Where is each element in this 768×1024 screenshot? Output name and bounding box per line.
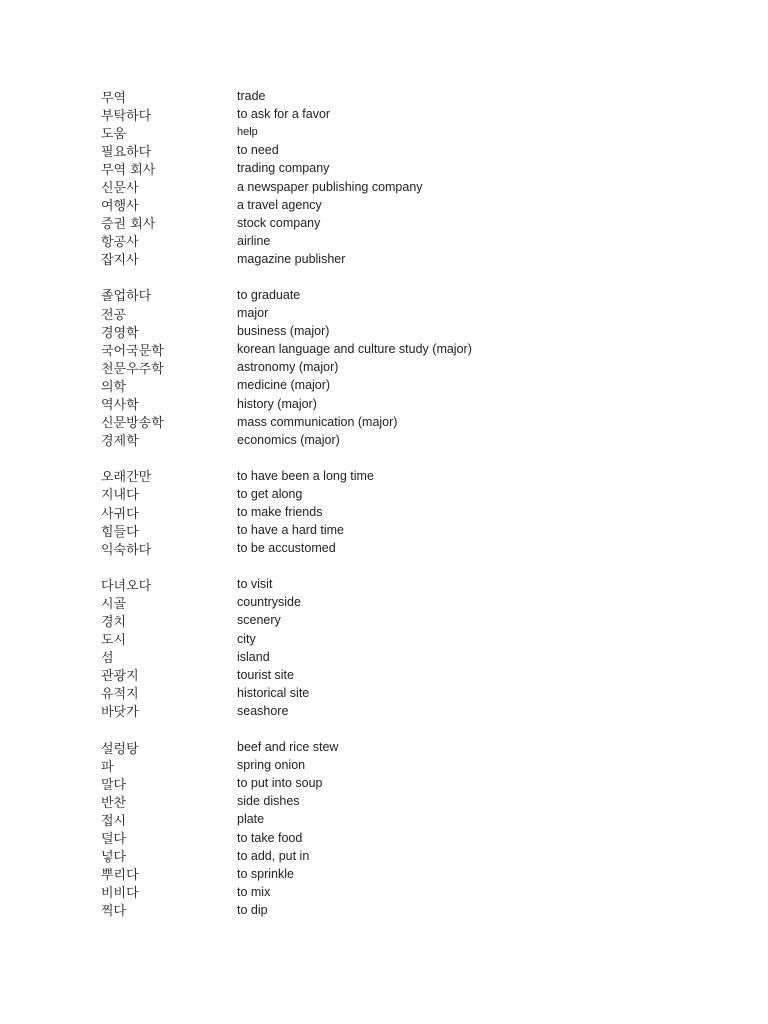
english-translation: magazine publisher [237,251,346,266]
korean-term: 항공사 [101,235,139,251]
korean-term: 섬 [101,651,114,667]
vocab-entry [101,611,721,629]
vocab-entry [101,358,721,376]
english-translation: historical site [237,685,310,700]
english-translation: korean language and culture study (major) [237,342,472,357]
english-translation: to graduate [237,287,301,302]
korean-term: 시골 [101,596,127,612]
korean-term: 전공 [101,307,127,323]
english-translation: medicine (major) [237,378,331,393]
korean-term: 국어국문학 [101,343,164,359]
english-translation: to visit [237,577,273,592]
korean-term: 경영학 [101,325,139,341]
vocab-entry [101,774,721,792]
korean-term: 말다 [101,777,127,793]
vocab-entry [101,666,721,684]
vocab-entry [101,539,721,557]
english-translation: to need [237,143,279,158]
korean-term: 도시 [101,633,127,649]
korean-term: 지내다 [101,488,139,504]
english-translation: plate [237,812,265,827]
vocab-entry [101,521,721,539]
english-translation: to get along [237,486,303,501]
korean-term: 경제학 [101,434,139,450]
english-translation: business (major) [237,324,330,339]
english-translation: side dishes [237,794,300,809]
vocab-entry [101,630,721,648]
vocab-entry [101,901,721,919]
english-translation: to add, put in [237,848,310,863]
english-translation: scenery [237,613,281,628]
korean-term: 신문방송학 [101,416,164,432]
english-translation: astronomy (major) [237,360,339,375]
korean-term: 접시 [101,813,127,829]
english-translation: a newspaper publishing company [237,179,423,194]
korean-term: 파 [101,759,114,775]
korean-term: 익숙하다 [101,542,152,558]
vocab-entry [101,340,721,358]
vocab-entry [101,196,721,214]
vocab-entry [101,828,721,846]
korean-term: 무역 [101,90,127,106]
english-translation: to make friends [237,505,323,520]
vocab-entry [101,467,721,485]
vocab-entry [101,376,721,394]
english-translation: to sprinkle [237,866,294,881]
vocab-entry [101,847,721,865]
vocab-group [101,467,721,557]
english-translation: to take food [237,830,303,845]
english-translation: countryside [237,595,301,610]
korean-term: 신문사 [101,181,139,197]
english-translation: mass communication (major) [237,414,398,429]
english-translation: island [237,649,270,664]
vocab-entry [101,395,721,413]
vocab-entry [101,756,721,774]
vocab-entry [101,232,721,250]
vocab-entry [101,105,721,123]
vocab-entry [101,865,721,883]
korean-term: 관광지 [101,669,139,685]
vocab-group [101,286,721,449]
vocab-entry [101,431,721,449]
english-translation: a travel agency [237,197,322,212]
vocabulary-list [101,87,721,937]
english-translation: spring onion [237,758,306,773]
korean-term: 증권 회사 [101,217,156,233]
english-translation: seashore [237,703,289,718]
korean-term: 경치 [101,614,127,630]
vocab-group [101,738,721,919]
vocab-entry [101,322,721,340]
vocab-entry [101,159,721,177]
vocab-entry [101,575,721,593]
english-translation: to mix [237,884,271,899]
english-translation: economics (major) [237,432,340,447]
vocab-entry [101,413,721,431]
vocab-entry [101,503,721,521]
korean-term: 넣다 [101,850,127,866]
vocab-entry [101,123,721,141]
korean-term: 찍다 [101,904,127,920]
korean-term: 유적지 [101,687,139,703]
korean-term: 의학 [101,379,127,395]
english-translation: stock company [237,215,321,230]
english-translation: to put into soup [237,776,323,791]
vocab-entry [101,702,721,720]
korean-term: 사귀다 [101,506,139,522]
vocab-entry [101,684,721,702]
english-translation: beef and rice stew [237,740,339,755]
english-translation: major [237,306,269,321]
korean-term: 뿌리다 [101,868,139,884]
korean-term: 덜다 [101,832,127,848]
english-translation: help [237,126,258,139]
vocab-entry [101,738,721,756]
korean-term: 도움 [101,126,127,142]
english-translation: history (major) [237,396,317,411]
korean-term: 졸업하다 [101,289,152,305]
korean-term: 여행사 [101,199,139,215]
english-translation: tourist site [237,667,294,682]
vocab-entry [101,177,721,195]
korean-term: 천문우주학 [101,361,164,377]
korean-term: 힘들다 [101,524,139,540]
english-translation: trade [237,89,266,104]
korean-term: 다녀오다 [101,578,152,594]
english-translation: to have been a long time [237,468,374,483]
vocab-entry [101,485,721,503]
english-translation: to have a hard time [237,523,345,538]
vocab-entry [101,286,721,304]
korean-term: 역사학 [101,398,139,414]
vocab-entry [101,792,721,810]
english-translation: to dip [237,902,268,917]
vocab-entry [101,648,721,666]
korean-term: 잡지사 [101,253,139,269]
vocab-entry [101,304,721,322]
korean-term: 반찬 [101,795,127,811]
english-translation: to be accustomed [237,541,336,556]
vocab-entry [101,214,721,232]
vocab-entry [101,250,721,268]
korean-term: 부탁하다 [101,108,152,124]
korean-term: 필요하다 [101,144,152,160]
korean-term: 비비다 [101,886,139,902]
vocab-entry [101,87,721,105]
vocab-group [101,87,721,268]
vocab-entry [101,883,721,901]
english-translation: to ask for a favor [237,107,331,122]
korean-term: 무역 회사 [101,162,156,178]
korean-term: 설렁탕 [101,741,139,757]
vocab-entry [101,141,721,159]
english-translation: airline [237,233,271,248]
english-translation: city [237,631,256,646]
korean-term: 바닷가 [101,705,139,721]
vocab-group [101,575,721,720]
korean-term: 오래간만 [101,470,152,486]
vocab-entry [101,593,721,611]
english-translation: trading company [237,161,330,176]
vocab-entry [101,810,721,828]
